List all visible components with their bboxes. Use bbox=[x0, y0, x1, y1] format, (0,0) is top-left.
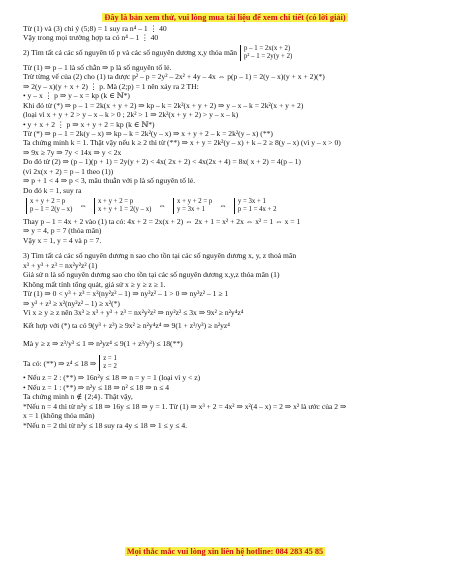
equation-system bbox=[173, 198, 212, 214]
text-line: • y – x ⋮ p ⇒ y – x = kp (k ∈ ℕ*) bbox=[23, 91, 130, 101]
text-line: Từ (1) và (3) chỉ ý (5;8) = 1 suy ra n⁴ – 1 ⋮ 40 bbox=[23, 24, 167, 33]
equation: p = 1 = 4x + 2 bbox=[237, 206, 277, 213]
text-line: Giả sử n là số nguyên dương sao cho tồn tại các số nguyên dương x,y,z thỏa mãn (1) bbox=[23, 270, 280, 280]
text-line: ⇒ 2(y – x)(y + x + 2) ⋮ p. Mà (2;p) = 1 nên xảy ra 2 TH: bbox=[23, 81, 199, 91]
equation: x + y + 2 = p bbox=[176, 198, 213, 205]
equation: y = 3x + 1 bbox=[237, 198, 266, 205]
text-line: Vậy x = 1, y = 4 và p = 7. bbox=[23, 235, 102, 245]
text-line: ⇒ p + 1 < 4 ⇒ p < 3, mâu thuẫn với p là số nguyên tố lẻ. bbox=[23, 176, 196, 186]
text-line: • Nếu z = 1 : (**) ⇒ n²y ≤ 18 ⇒ n² ≤ 18 ⇒ n ≤ 4 bbox=[23, 382, 170, 392]
equation: z = 1 bbox=[103, 355, 117, 363]
text-line: (loại vì x + y + 2 > y – x – k > 0 ; 2k² > 1 ⇒ 2k²(x + y + 2) > y – x – k) bbox=[23, 110, 239, 120]
text-line: ⇒ 9x ≥ 7y ⇒ 7y < 14x ⇒ y < 2x bbox=[23, 147, 122, 157]
text-line: Từ (*) ⇒ p – 1 = 2k(y – x) ⇒ kp – k = 2k²(y – x) ⇒ x + y + 2 – k = 2k²(y – x) (**) bbox=[23, 128, 273, 138]
text-line: Vậy trong mọi trường hợp ta có n⁴ – 1 ⋮ 40 bbox=[23, 33, 159, 43]
preview-notice-text: Đây là bản xem thử, vui lòng mua tài liệu để xem chi tiết (có lời giải) bbox=[104, 13, 346, 22]
text-line: Khi đó từ (*) ⇒ p – 1 = 2k(x + y + 2) ⇒ kp – k = 2k²(x + y + 2) ⇒ y – x – k = 2k²(x + y + 2) bbox=[23, 100, 304, 110]
text-line: x = 1 (không thỏa mãn) bbox=[23, 411, 95, 421]
text-fragment: Ta có: (**) ⇒ z⁴ ≤ 18 ⇒ bbox=[23, 358, 97, 368]
text-line: 3) Tìm tất cả các số nguyên dương n sao cho tồn tại các số nguyên dương x, y, z thoả mãn bbox=[23, 251, 297, 261]
text-line: • Nếu z = 2 : (**) ⇒ 16n²y ≤ 18 ⇒ n = y = 1 (loại vì y < z) bbox=[23, 373, 201, 383]
text-line: Do đó từ (2) ⇒ (p – 1)(p + 1) = 2y(y + 2) < 4x( 2x + 2) < 4x(2x + 4) = 8x( x + 2) = 4(p – 1) bbox=[23, 157, 301, 167]
equivalence-symbol: ⇔ bbox=[158, 201, 166, 211]
equation: p² – 1 = 2y(y + 2) bbox=[244, 52, 293, 60]
equation-system bbox=[94, 198, 151, 214]
text-line: Từ (1) ⇒ 0 < y³ + z³ = x²(ny²z² – 1) ⇒ ny²z² – 1 > 0 ⇒ ny²z² – 1 ≥ 1 bbox=[23, 289, 229, 299]
equation-chain bbox=[23, 195, 438, 217]
equation-system bbox=[234, 198, 277, 214]
text-line: Mà y ≥ z ⇒ z³/y³ ≤ 1 ⇒ n²yz⁴ ≤ 9(1 + z³/y³) ≤ 18(**) bbox=[23, 339, 183, 349]
equation-system bbox=[26, 198, 72, 214]
text-line: Ta chứng minh k = 1. Thật vậy nếu k ≥ 2 thì từ (**) ⇒ x + y = 2k²(y – x) + k – 2 ≥ 8(y – x) (vì y – x > 0) bbox=[23, 138, 341, 148]
text-line: Không mất tính tổng quát, giả sử x ≥ y ≥ z ≥ 1. bbox=[23, 279, 166, 289]
text-line: ⇒ y = 4, p = 7 (thỏa mãn) bbox=[23, 226, 102, 236]
equation: p – 1 = 2(y – x) bbox=[30, 206, 73, 213]
equivalence-symbol: ⇔ bbox=[219, 201, 227, 211]
document-body bbox=[23, 24, 438, 430]
equation-system bbox=[99, 355, 117, 371]
equation: x + y + 2 = p bbox=[97, 198, 134, 205]
equation: p – 1 = 2x(x + 2) bbox=[244, 44, 291, 52]
text-line: (vì 2x(x + 2) = p – 1 theo (1)) bbox=[23, 166, 114, 176]
text-line: Ta chứng minh n ∉ {2;4}. Thật vậy, bbox=[23, 392, 133, 402]
text-line: x³ + y³ + z³ = nx²y²z² (1) bbox=[23, 260, 98, 270]
question-2-statement bbox=[23, 43, 438, 63]
equation-system bbox=[240, 45, 292, 61]
text-line: ⇒ y³ + z³ ≥ x²(ny²z² – 1) ≥ x²(*) bbox=[23, 298, 120, 308]
case-split bbox=[23, 353, 438, 373]
text-line: Do đó k = 1, suy ra bbox=[23, 185, 82, 195]
question-2-text: 2) Tìm tất cả các số nguyên tố p và các số nguyên dương x,y thỏa mãn bbox=[23, 48, 238, 58]
text-line: Kết hợp với (*) ta có 9(y³ + z³) ≥ 9x² ≥ n²y⁴z⁴ ⇒ 9(1 + z³/y³) ≥ n²yz⁴ bbox=[23, 321, 230, 331]
preview-notice-banner bbox=[0, 13, 450, 22]
equation: x + y + 1 = 2(y – x) bbox=[97, 206, 152, 213]
equation: x + y + 2 = p bbox=[30, 198, 66, 205]
equation: y = 3x + 1 bbox=[176, 206, 206, 213]
text-line: *Nếu n = 4 thì từ n²y ≤ 18 ⇒ 16y ≤ 18 ⇒ y = 1. Từ (1) ⇒ x³ + 2 = 4x² ⇒ x²(4 – x) = 2 ⇒ x² là ước của 2 ⇒ bbox=[23, 401, 347, 411]
text-line: • y + x + 2 ⋮ p ⇒ x + y + 2 = kp (k ∈ ℕ*) bbox=[23, 119, 155, 129]
hotline-text: Mọi thắc mắc vui lòng xin liên hệ hotline: 084 283 45 85 bbox=[126, 547, 324, 556]
text-line: Thay p – 1 = 4x + 2 vào (1) ta có: 4x + 2 = 2x(x + 2) ⇔ 2x + 1 = x² + 2x ⇔ x² = 1 ⇔ x = 1 bbox=[23, 217, 301, 226]
hotline-banner bbox=[0, 547, 450, 556]
text-line: *Nếu n = 2 thì từ n²y ≤ 18 suy ra 4y ≤ 18 ⇒ 1 ≤ y ≤ 4. bbox=[23, 420, 188, 430]
equivalence-symbol: ⇔ bbox=[79, 201, 87, 211]
equation: z = 2 bbox=[103, 363, 117, 371]
text-line: Vì x ≥ y ≥ z nên 3x³ ≥ x³ + y³ + z³ = nx²y²z² ⇒ ny²z² ≤ 3x ⇒ 9x² ≥ n²y⁴z⁴ bbox=[23, 307, 244, 317]
text-line: Từ (1) ⇒ p – 1 là số chẵn ⇒ p là số nguyên tố lẻ. bbox=[23, 62, 172, 72]
text-line: Trừ từng vế của (2) cho (1) ta được p² – p = 2y² – 2x² + 4y – 4x ⇔ p(p – 1) = 2(y – x)(y + x + 2)(*) bbox=[23, 72, 325, 82]
